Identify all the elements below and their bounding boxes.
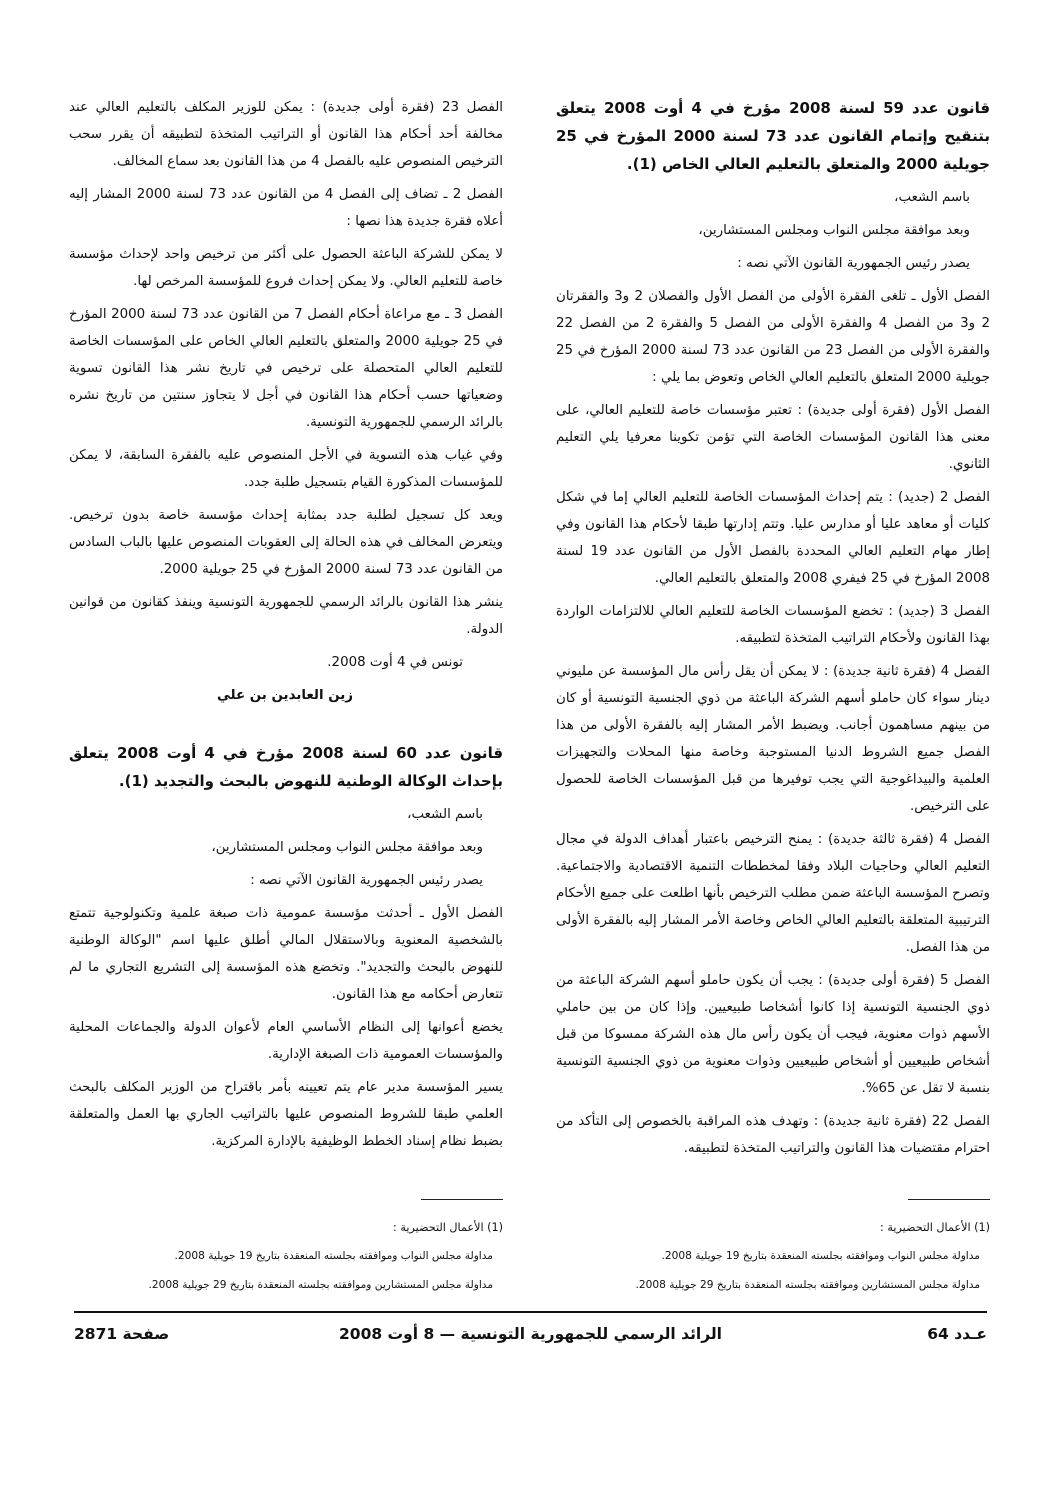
paragraph: الفصل 2 ـ تضاف إلى الفصل 4 من القانون عدد 73 لسنة 2000 المشار إليه أعلاه فقرة جديدة هذا نصها :: [69, 187, 503, 229]
paragraph: الفصل 23 (فقرة أولى جديدة) : يمكن للوزير المكلف بالتعليم العالي عند مخالفة أحد أحكام هذا القانون أو التراتيب المتخذة لتطبيقه أن يقرر سحب الترخيص المنصوص عليه بالفصل 4 من هذا القانون بعد سماع المخالف.: [69, 100, 503, 169]
paragraph: يصدر رئيس الجمهورية القانون الآتي نصه :: [250, 873, 483, 888]
footnotes-right: [556, 1213, 990, 1300]
paragraph: الفصل 4 (فقرة ثانية جديدة) : لا يمكن أن يقل رأس مال المؤسسة عن مليوني دينار سواء كان حاملو أسهم الشركة الباعثة من ذوي الجنسية التونسية أو كان من بينهم مساهمون أجانب. ويضبط الأمر المشار إليه بالفقرة الأولى من هذا الفصل جميع الشروط الدنيا المستوجبة وخاصة منها المحلات والتجهيزات العلمية والبيداغوجية التي يجب توفيرها من قبل المؤسسات الخاصة للحصول على الترخيص.: [556, 664, 990, 814]
paragraph: الفصل الأول ـ تلغى الفقرة الأولى من الفصل الأول والفصلان 2 و3 والفقرتان 2 و3 من الفصل 4 والفقرة الأولى من الفصل 5 والفقرة 2 من الفصل 22 والفقرة الأولى من الفصل 23 من القانون عدد 73 لسنة 2000 المؤرخ في 25 جويلية 2000 المتعلق بالتعليم العالي الخاص وتعوض بما يلي :: [556, 289, 990, 385]
left-column: [69, 94, 503, 1161]
paragraph: يسير المؤسسة مدير عام يتم تعيينه بأمر باقتراح من الوزير المكلف بالبحث العلمي طبقا للشروط المنصوص عليها بالتراتيب الجاري بها العمل والمتعلقة بضبط نظام إسناد الخطط الوظيفية بالإدارة المركزية.: [69, 1080, 503, 1149]
right-column: [556, 94, 990, 1168]
paragraph: باسم الشعب،: [894, 190, 970, 205]
footnote-item: مداولة مجلس النواب وموافقته بجلسته المنعقدة بتاريخ 19 جويلية 2008.: [174, 1250, 493, 1262]
publication-title: الرائد الرسمي للجمهورية التونسية — 8 أوت 2008: [339, 1325, 722, 1343]
footnote-divider: [908, 1199, 990, 1200]
paragraph: ينشر هذا القانون بالرائد الرسمي للجمهورية التونسية وينفذ كقانون من قوانين الدولة.: [69, 595, 503, 637]
page-footer: [74, 1325, 987, 1355]
law-59-title: قانون عدد 59 لسنة 2008 مؤرخ في 4 أوت 2008 يتعلق بتنقيح وإتمام القانون عدد 73 لسنة 2000 المؤرخ في 25 جويلية 2000 والمتعلق بالتعليم العالي الخاص (1).: [556, 99, 991, 173]
page-number: صفحة 2871: [74, 1325, 170, 1343]
paragraph: الفصل 4 (فقرة ثالثة جديدة) : يمنح الترخيص باعتبار أهداف الدولة في مجال التعليم العالي وحاجيات البلاد وفقا لمخططات التنمية الاقتصادية والاجتماعية. وتصرح المؤسسة الباعثة ضمن مطلب الترخيص بأنها اطلعت على جميع الأحكام الترتيبية المتعلقة بالتعليم العالي الخاص وخاصة الأمر المشار إليه بالفقرة الأولى من هذا الفصل.: [556, 832, 990, 955]
footnote-item: مداولة مجلس النواب وموافقته بجلسته المنعقدة بتاريخ 19 جويلية 2008.: [661, 1250, 980, 1262]
paragraph: الفصل الأول (فقرة أولى جديدة) : تعتبر مؤسسات خاصة للتعليم العالي، على معنى هذا القانون المؤسسات الخاصة التي تؤمن تكوينا معرفيا يلي التعليم الثانوي.: [556, 403, 990, 472]
footnotes-left: [69, 1213, 503, 1300]
paragraph: الفصل 3 ـ مع مراعاة أحكام الفصل 7 من القانون عدد 73 لسنة 2000 المؤرخ في 25 جويلية 2000 والمتعلق بالتعليم العالي الخاص على المؤسسات الخاصة للتعليم العالي المتحصلة على ترخيص في تاريخ نشر هذا القانون تسوية وضعياتها حسب أحكام هذا القانون في أجل لا يتجاوز سنتين من تاريخ نشره بالرائد الرسمي للجمهورية التونسية.: [69, 307, 503, 430]
paragraph: باسم الشعب،: [407, 807, 483, 822]
paragraph: الفصل 5 (فقرة أولى جديدة) : يجب أن يكون حاملو أسهم الشركة الباعثة من ذوي الجنسية التونسية إذا كانوا أشخاصا طبيعيين. وإذا كان من بين حاملي الأسهم ذوات معنوية، فيجب أن يكون رأس مال هذه الشركة ممسوكا من قبل أشخاص طبيعيين أو أشخاص طبيعيين وذوات معنوية من ذوي الجنسية التونسية بنسبة لا تقل عن 65%.: [556, 973, 990, 1096]
law-60-title: قانون عدد 60 لسنة 2008 مؤرخ في 4 أوت 2008 يتعلق بإحداث الوكالة الوطنية للنهوض بالبحث والتجديد (1).: [69, 744, 504, 790]
signature: زين العابدين بن علي: [216, 688, 353, 703]
paragraph: وبعد موافقة مجلس النواب ومجلس المستشارين،: [211, 840, 483, 855]
paragraph: ويعد كل تسجيل لطلبة جدد بمثابة إحداث مؤسسة خاصة بدون ترخيص. ويتعرض المخالف في هذه الحالة إلى العقوبات المنصوص عليها بالباب السادس من القانون عدد 73 لسنة 2000 المؤرخ في 25 جويلية 2000.: [69, 508, 503, 577]
paragraph: وفي غياب هذه التسوية في الأجل المنصوص عليه بالفقرة السابقة، لا يمكن للمؤسسات المذكورة القيام بتسجيل طلبة جدد.: [69, 448, 503, 490]
paragraph: وبعد موافقة مجلس النواب ومجلس المستشارين،: [698, 223, 970, 238]
law-date: تونس في 4 أوت 2008.: [327, 655, 463, 670]
paragraph: الفصل 3 (جديد) : تخضع المؤسسات الخاصة للتعليم العالي للالتزامات الواردة بهذا القانون ولأحكام التراتيب المتخذة لتطبيقه.: [556, 604, 990, 646]
footnote-item: مداولة مجلس المستشارين وموافقته بجلسته المنعقدة بتاريخ 29 جويلية 2008.: [635, 1279, 980, 1291]
paragraph: الفصل 2 (جديد) : يتم إحداث المؤسسات الخاصة للتعليم العالي إما في شكل كليات أو معاهد عليا أو مدارس عليا. وتتم إدارتها طبقا لأحكام هذا القانون وفي إطار مهام التعليم العالي المحددة بالفصل الأول من القانون عدد 19 لسنة 2008 المؤرخ في 25 فيفري 2008 والمتعلق بالتعليم العالي.: [556, 490, 990, 586]
footnote-title: (1) الأعمال التحضيرية :: [880, 1221, 990, 1234]
paragraph: الفصل الأول ـ أحدثت مؤسسة عمومية ذات صبغة علمية وتكنولوجية تتمتع بالشخصية المعنوية وبالاستقلال المالي أطلق عليها اسم "الوكالة الوطنية للنهوض بالبحث والتجديد". وتخضع هذه المؤسسة إلى التشريع التجاري ما لم تتعارض أحكامه مع هذا القانون.: [69, 906, 503, 1002]
paragraph: الفصل 22 (فقرة ثانية جديدة) : وتهدف هذه المراقبة بالخصوص إلى التأكد من احترام مقتضيات هذا القانون والتراتيب المتخذة لتطبيقه.: [556, 1114, 990, 1156]
paragraph: يصدر رئيس الجمهورية القانون الآتي نصه :: [737, 256, 970, 271]
footnote-divider: [421, 1199, 503, 1200]
footnote-item: مداولة مجلس المستشارين وموافقته بجلسته المنعقدة بتاريخ 29 جويلية 2008.: [148, 1279, 493, 1291]
paragraph: لا يمكن للشركة الباعثة الحصول على أكثر من ترخيص واحد لإحداث مؤسسة خاصة للتعليم العالي. ولا يمكن إحداث فروع للمؤسسة المرخص لها.: [69, 247, 503, 289]
paragraph: يخضع أعوانها إلى النظام الأساسي العام لأعوان الدولة والجماعات المحلية والمؤسسات العمومية ذات الصبغة الإدارية.: [69, 1020, 503, 1062]
footnote-title: (1) الأعمال التحضيرية :: [393, 1221, 503, 1234]
footer-divider: [74, 1311, 987, 1313]
issue-number: عـدد 64: [927, 1325, 987, 1343]
